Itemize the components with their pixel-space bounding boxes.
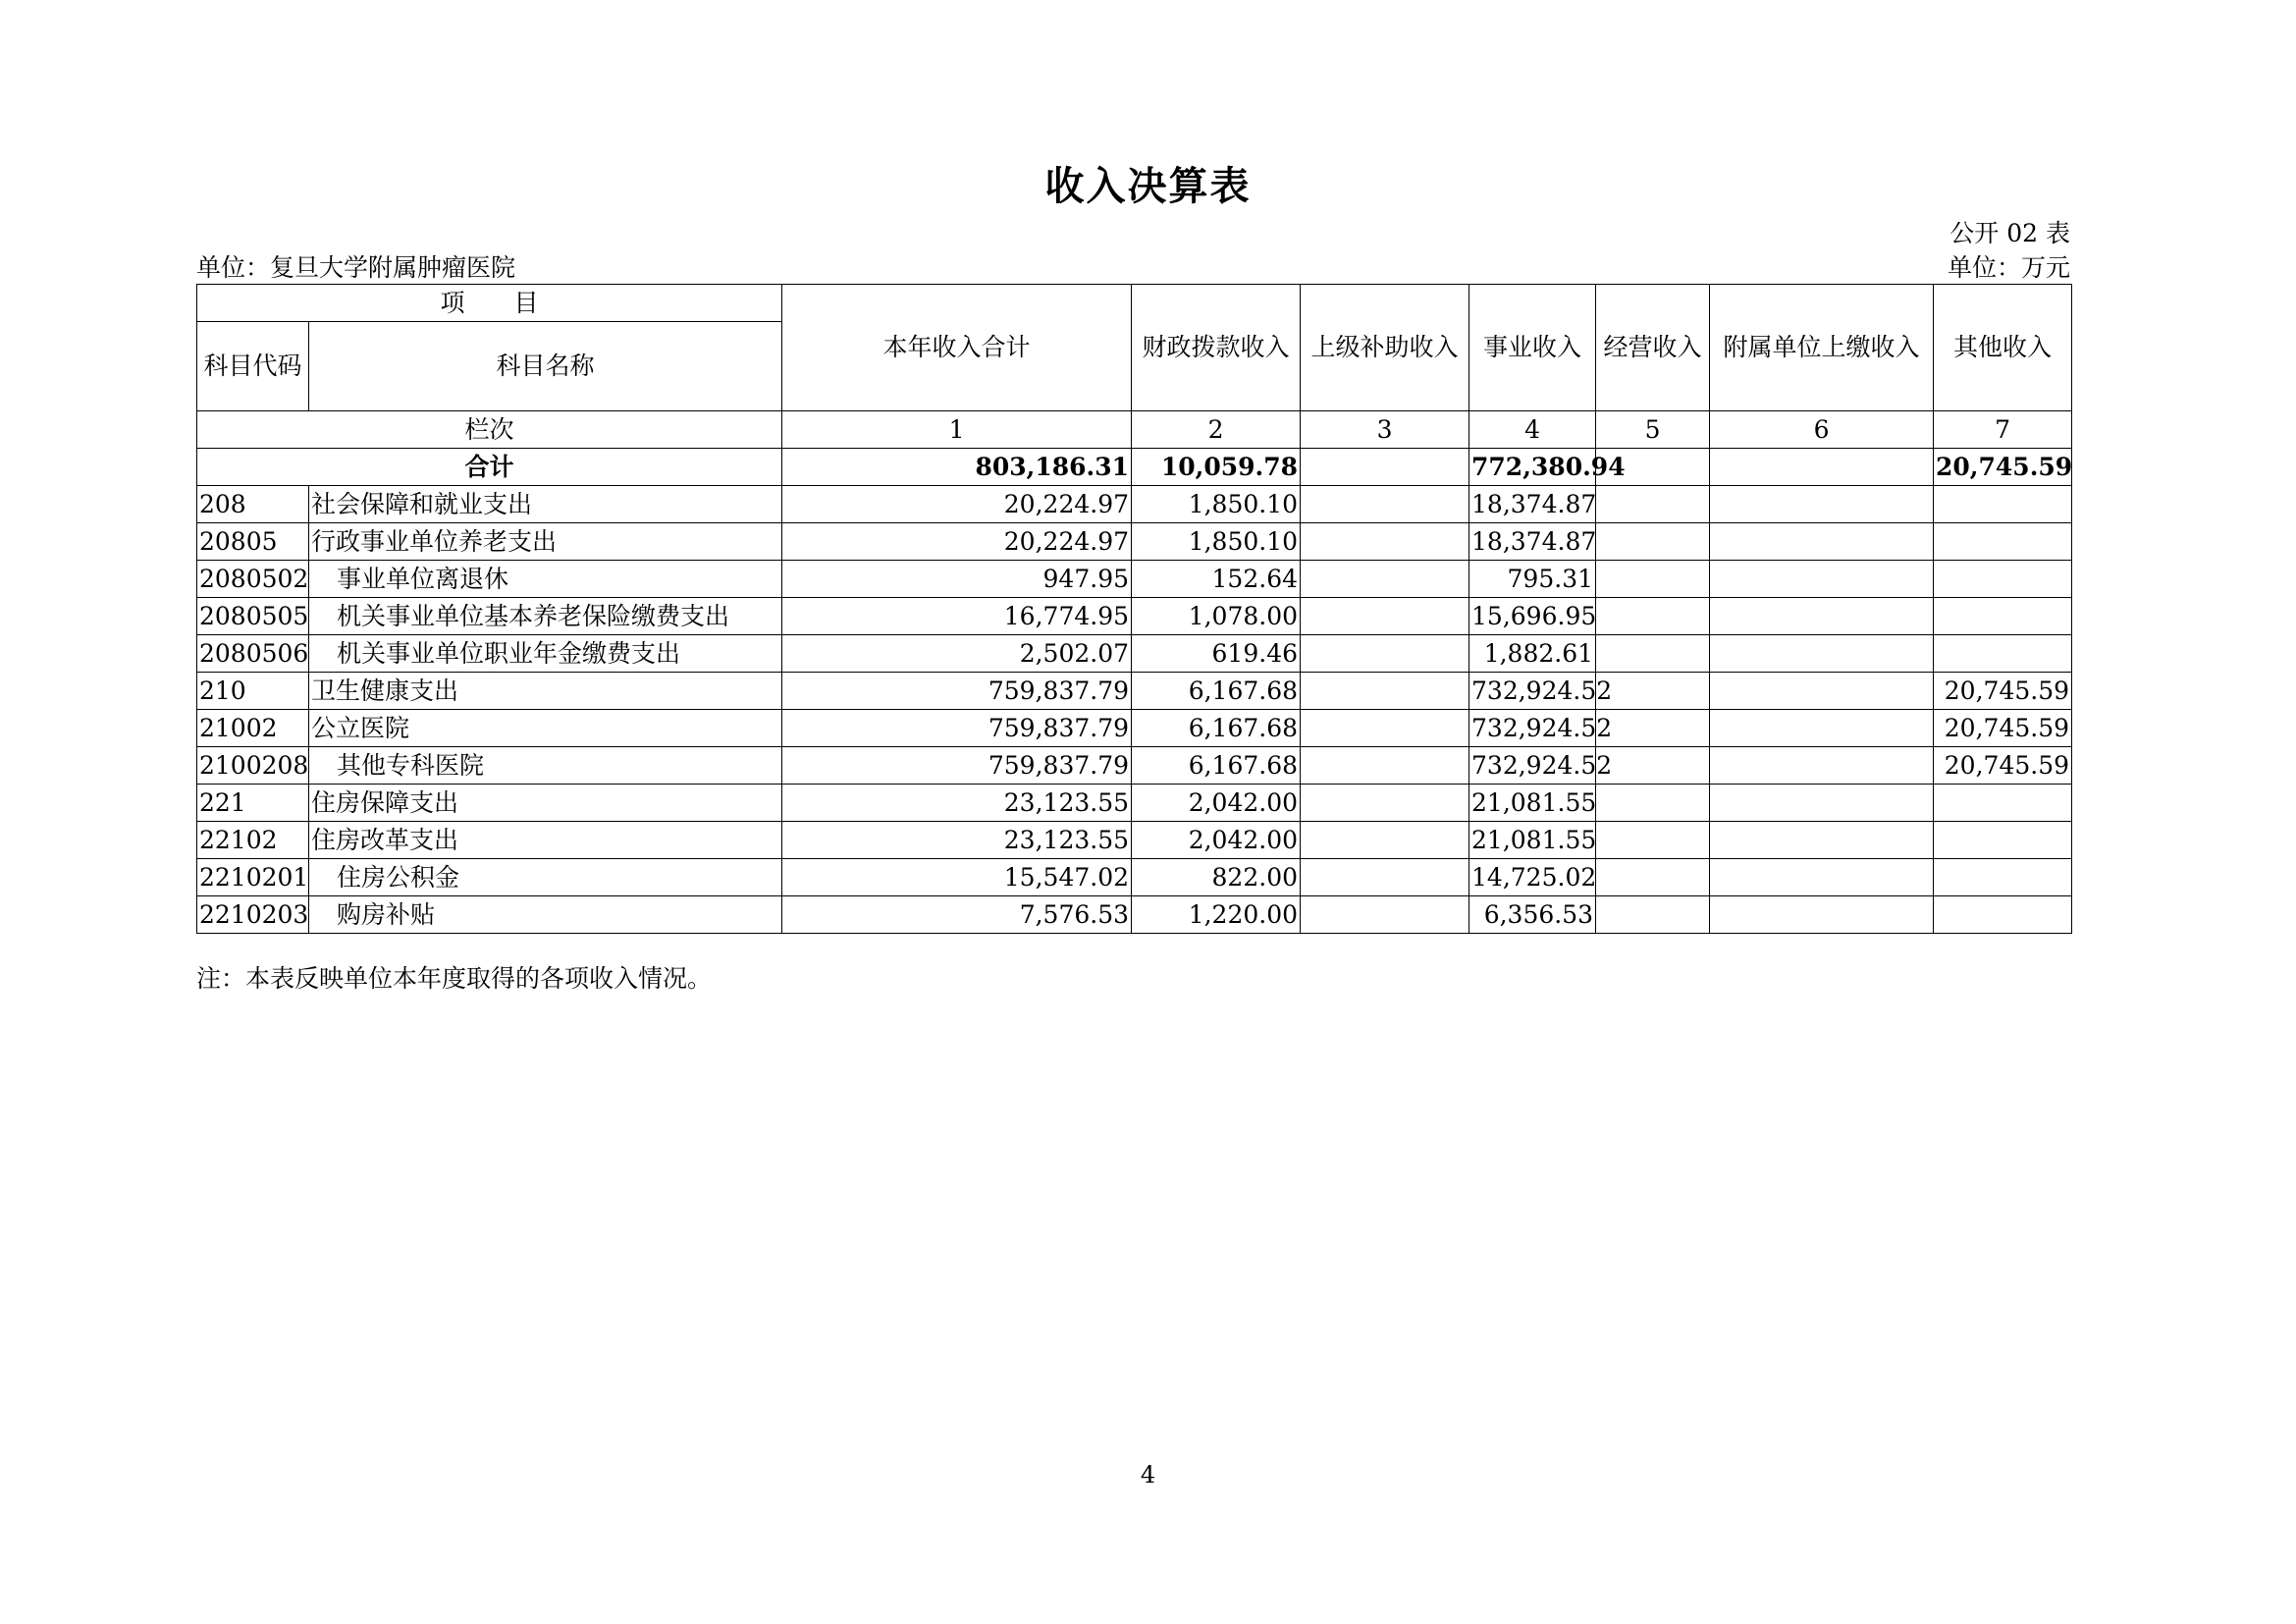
amount-cell — [1301, 822, 1469, 859]
amount-cell — [1301, 710, 1469, 747]
amount-cell: 20,224.97 — [782, 523, 1132, 561]
table-row — [197, 635, 2072, 673]
amount-cell — [1934, 486, 2072, 523]
subject-name: 住房公积金 — [309, 859, 782, 896]
table-row — [197, 747, 2072, 785]
col-num-1: 1 — [782, 411, 1132, 449]
amount-cell — [1596, 561, 1710, 598]
amount-cell: 947.95 — [782, 561, 1132, 598]
amount-cell — [1934, 785, 2072, 822]
footnote: 注：本表反映单位本年度取得的各项收入情况。 — [196, 964, 713, 993]
amount-cell — [1710, 710, 1934, 747]
subject-name: 机关事业单位基本养老保险缴费支出 — [309, 598, 782, 635]
amount-cell — [1710, 486, 1934, 523]
amount-cell — [1301, 785, 1469, 822]
amount-cell — [1596, 747, 1710, 785]
amount-cell: 18,374.87 — [1469, 486, 1596, 523]
amount-cell: 7,576.53 — [782, 896, 1132, 934]
amount-cell — [1934, 523, 2072, 561]
subject-name: 公立医院 — [309, 710, 782, 747]
subject-code: 21002 — [197, 710, 309, 747]
header-col2: 财政拨款收入 — [1132, 285, 1301, 411]
header-item: 项 目 — [197, 285, 782, 322]
total-row — [197, 449, 2072, 486]
total-value: 20,745.59 — [1934, 449, 2072, 486]
reporting-unit: 单位：复旦大学附属肿瘤医院 — [196, 253, 516, 282]
header-col3: 上级补助收入 — [1301, 285, 1469, 411]
col-num-3: 3 — [1301, 411, 1469, 449]
col-num-2: 2 — [1132, 411, 1301, 449]
total-label: 合计 — [197, 449, 782, 486]
amount-cell: 759,837.79 — [782, 710, 1132, 747]
amount-cell — [1301, 635, 1469, 673]
amount-cell — [1934, 561, 2072, 598]
amount-cell: 15,547.02 — [782, 859, 1132, 896]
amount-cell — [1301, 486, 1469, 523]
amount-cell — [1710, 635, 1934, 673]
amount-cell: 20,745.59 — [1934, 710, 2072, 747]
amount-cell — [1596, 486, 1710, 523]
amount-cell — [1596, 673, 1710, 710]
amount-cell: 20,224.97 — [782, 486, 1132, 523]
amount-cell — [1710, 561, 1934, 598]
table-row — [197, 859, 2072, 896]
amount-cell: 6,167.68 — [1132, 747, 1301, 785]
amount-cell — [1710, 785, 1934, 822]
page-title: 收入决算表 — [1044, 164, 1252, 209]
subject-code: 2080505 — [197, 598, 309, 635]
amount-cell: 732,924.52 — [1469, 710, 1596, 747]
form-number: 公开 02 表 — [1949, 219, 2070, 247]
subject-code: 2210201 — [197, 859, 309, 896]
header-name: 科目名称 — [309, 322, 782, 411]
amount-cell — [1710, 896, 1934, 934]
amount-cell: 21,081.55 — [1469, 822, 1596, 859]
amount-cell: 6,167.68 — [1132, 710, 1301, 747]
amount-cell: 6,167.68 — [1132, 673, 1301, 710]
page-number: 4 — [1140, 1461, 1156, 1489]
subject-code: 2080506 — [197, 635, 309, 673]
amount-cell — [1301, 673, 1469, 710]
header-col6: 附属单位上缴收入 — [1710, 285, 1934, 411]
subject-name: 机关事业单位职业年金缴费支出 — [309, 635, 782, 673]
currency-unit: 单位：万元 — [1947, 253, 2070, 282]
col-num-6: 6 — [1710, 411, 1934, 449]
table-row — [197, 710, 2072, 747]
amount-cell — [1301, 896, 1469, 934]
subject-code: 210 — [197, 673, 309, 710]
amount-cell: 152.64 — [1132, 561, 1301, 598]
subject-code: 221 — [197, 785, 309, 822]
amount-cell — [1934, 859, 2072, 896]
amount-cell — [1710, 747, 1934, 785]
amount-cell: 23,123.55 — [782, 822, 1132, 859]
subject-code: 2080502 — [197, 561, 309, 598]
amount-cell — [1934, 822, 2072, 859]
amount-cell — [1596, 635, 1710, 673]
amount-cell: 759,837.79 — [782, 747, 1132, 785]
amount-cell — [1596, 896, 1710, 934]
col-num-7: 7 — [1934, 411, 2072, 449]
amount-cell: 23,123.55 — [782, 785, 1132, 822]
table-row — [197, 561, 2072, 598]
amount-cell — [1301, 598, 1469, 635]
total-value: 803,186.31 — [782, 449, 1132, 486]
total-value: 10,059.78 — [1132, 449, 1301, 486]
header-col4: 事业收入 — [1469, 285, 1596, 411]
amount-cell — [1301, 859, 1469, 896]
amount-cell — [1596, 710, 1710, 747]
amount-cell — [1596, 523, 1710, 561]
amount-cell: 2,042.00 — [1132, 785, 1301, 822]
amount-cell: 20,745.59 — [1934, 673, 2072, 710]
subject-name: 事业单位离退休 — [309, 561, 782, 598]
amount-cell — [1710, 598, 1934, 635]
table-row — [197, 598, 2072, 635]
amount-cell: 18,374.87 — [1469, 523, 1596, 561]
amount-cell: 822.00 — [1132, 859, 1301, 896]
amount-cell: 15,696.95 — [1469, 598, 1596, 635]
amount-cell: 20,745.59 — [1934, 747, 2072, 785]
column-number-row — [197, 411, 2072, 449]
amount-cell: 2,042.00 — [1132, 822, 1301, 859]
amount-cell: 795.31 — [1469, 561, 1596, 598]
header-col5: 经营收入 — [1596, 285, 1710, 411]
subject-name: 社会保障和就业支出 — [309, 486, 782, 523]
row-label: 栏次 — [197, 411, 782, 449]
amount-cell — [1596, 822, 1710, 859]
amount-cell: 759,837.79 — [782, 673, 1132, 710]
table-row — [197, 673, 2072, 710]
table-row — [197, 822, 2072, 859]
subject-name: 卫生健康支出 — [309, 673, 782, 710]
header-col7: 其他收入 — [1934, 285, 2072, 411]
total-value — [1301, 449, 1469, 486]
amount-cell: 619.46 — [1132, 635, 1301, 673]
subject-code: 2100208 — [197, 747, 309, 785]
subject-name: 购房补贴 — [309, 896, 782, 934]
total-value: 772,380.94 — [1469, 449, 1596, 486]
amount-cell — [1710, 822, 1934, 859]
subject-code: 20805 — [197, 523, 309, 561]
col-num-4: 4 — [1469, 411, 1596, 449]
amount-cell: 732,924.52 — [1469, 747, 1596, 785]
amount-cell — [1934, 635, 2072, 673]
header-row-item — [197, 285, 2072, 322]
subject-name: 住房保障支出 — [309, 785, 782, 822]
table-row — [197, 785, 2072, 822]
table-row — [197, 523, 2072, 561]
amount-cell — [1710, 673, 1934, 710]
subject-code: 208 — [197, 486, 309, 523]
amount-cell — [1596, 859, 1710, 896]
subject-name: 行政事业单位养老支出 — [309, 523, 782, 561]
amount-cell — [1596, 598, 1710, 635]
amount-cell: 732,924.52 — [1469, 673, 1596, 710]
amount-cell: 2,502.07 — [782, 635, 1132, 673]
amount-cell: 1,882.61 — [1469, 635, 1596, 673]
subject-name: 住房改革支出 — [309, 822, 782, 859]
amount-cell: 1,850.10 — [1132, 486, 1301, 523]
subject-code: 22102 — [197, 822, 309, 859]
amount-cell — [1934, 896, 2072, 934]
amount-cell: 1,078.00 — [1132, 598, 1301, 635]
amount-cell — [1934, 598, 2072, 635]
amount-cell: 16,774.95 — [782, 598, 1132, 635]
income-table — [196, 284, 2072, 934]
amount-cell — [1710, 859, 1934, 896]
total-value — [1710, 449, 1934, 486]
subject-code: 2210203 — [197, 896, 309, 934]
table-row — [197, 486, 2072, 523]
table-body — [197, 285, 2072, 934]
amount-cell — [1710, 523, 1934, 561]
table-row — [197, 896, 2072, 934]
amount-cell — [1596, 785, 1710, 822]
header-col1: 本年收入合计 — [782, 285, 1132, 411]
amount-cell: 1,220.00 — [1132, 896, 1301, 934]
col-num-5: 5 — [1596, 411, 1710, 449]
header-code: 科目代码 — [197, 322, 309, 411]
amount-cell: 6,356.53 — [1469, 896, 1596, 934]
amount-cell — [1301, 523, 1469, 561]
amount-cell: 1,850.10 — [1132, 523, 1301, 561]
amount-cell: 21,081.55 — [1469, 785, 1596, 822]
amount-cell — [1301, 561, 1469, 598]
subject-name: 其他专科医院 — [309, 747, 782, 785]
amount-cell: 14,725.02 — [1469, 859, 1596, 896]
amount-cell — [1301, 747, 1469, 785]
